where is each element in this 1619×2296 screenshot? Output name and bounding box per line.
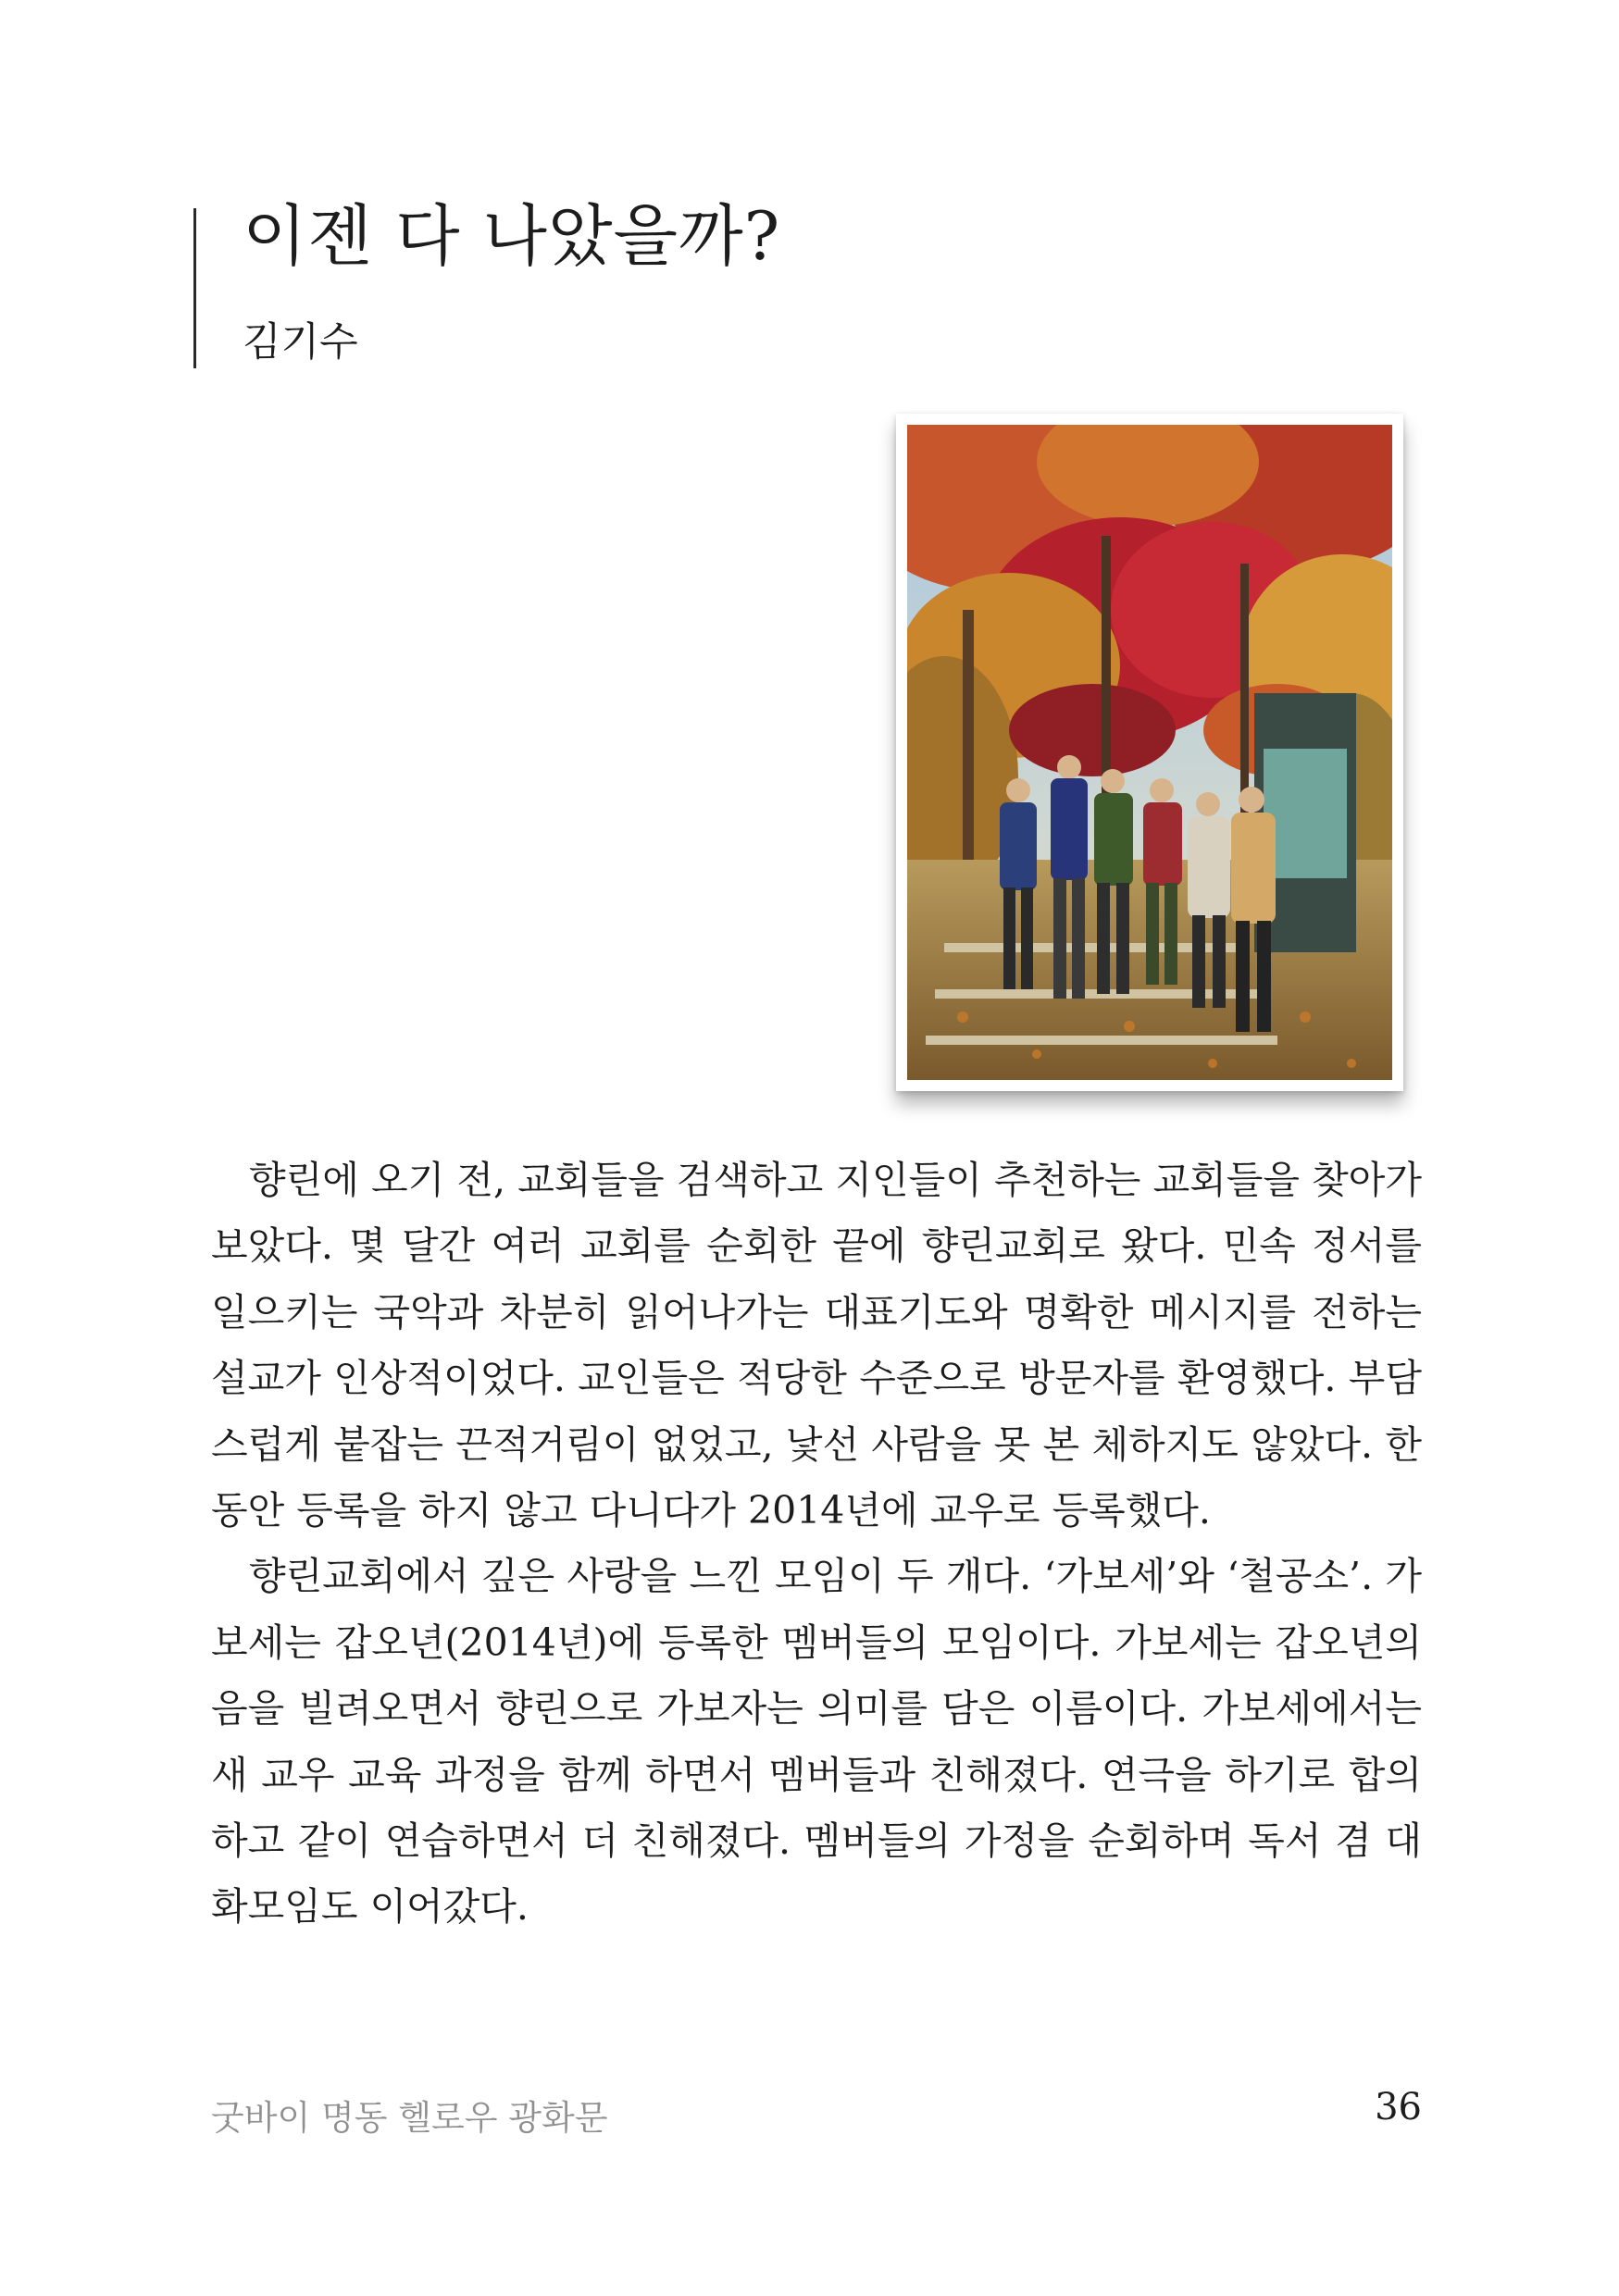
body-paragraph-1: 향린에 오기 전, 교회들을 검색하고 지인들이 추천하는 교회들을 찾아가 보았다. 몇 달간 여러 교회를 순회한 끝에 향린교회로 왔다. 민속 정서를 일으키는 국악과 차분히 읽어나가는 대표기도와 명확한 메시지를 전하는 설교가 인상적이었다. 교인들은 적당한 수준으로 방문자를 환영했다. 부담스럽게 붙잡는 끈적거림이 없었고, 낯선 사람을 못 본 체하지도 않았다. 한동안 등록을 하지 않고 다니다가 2014년에 교우로 등록했다. bbox=[211, 1158, 1422, 1533]
page-number: 36 bbox=[1375, 2086, 1422, 2128]
article-author: 김기수 bbox=[243, 319, 358, 366]
group-photo-autumn-trees bbox=[907, 425, 1392, 1080]
footer-book-title: 굿바이 명동 헬로우 광화문 bbox=[211, 2098, 608, 2138]
article-title: 이젠 다 나았을까? bbox=[243, 197, 781, 275]
article-photo bbox=[896, 414, 1403, 1091]
article-body bbox=[211, 1148, 1422, 1941]
title-rule bbox=[193, 208, 196, 368]
body-paragraph-2: 향린교회에서 깊은 사랑을 느낀 모임이 두 개다. ‘가보세’와 ‘철공소’. 가보세는 갑오년(2014년)에 등록한 멤버들의 모임이다. 가보세는 갑오년의 음을 빌려오면서 향린으로 가보자는 의미를 담은 이름이다. 가보세에서는 새 교우 교육 과정을 함께 하면서 멤버들과 친해졌다. 연극을 하기로 합의하고 같이 연습하면서 더 친해졌다. 멤버들의 가정을 순회하며 독서 겸 대화모임도 이어갔다. bbox=[211, 1554, 1422, 1930]
